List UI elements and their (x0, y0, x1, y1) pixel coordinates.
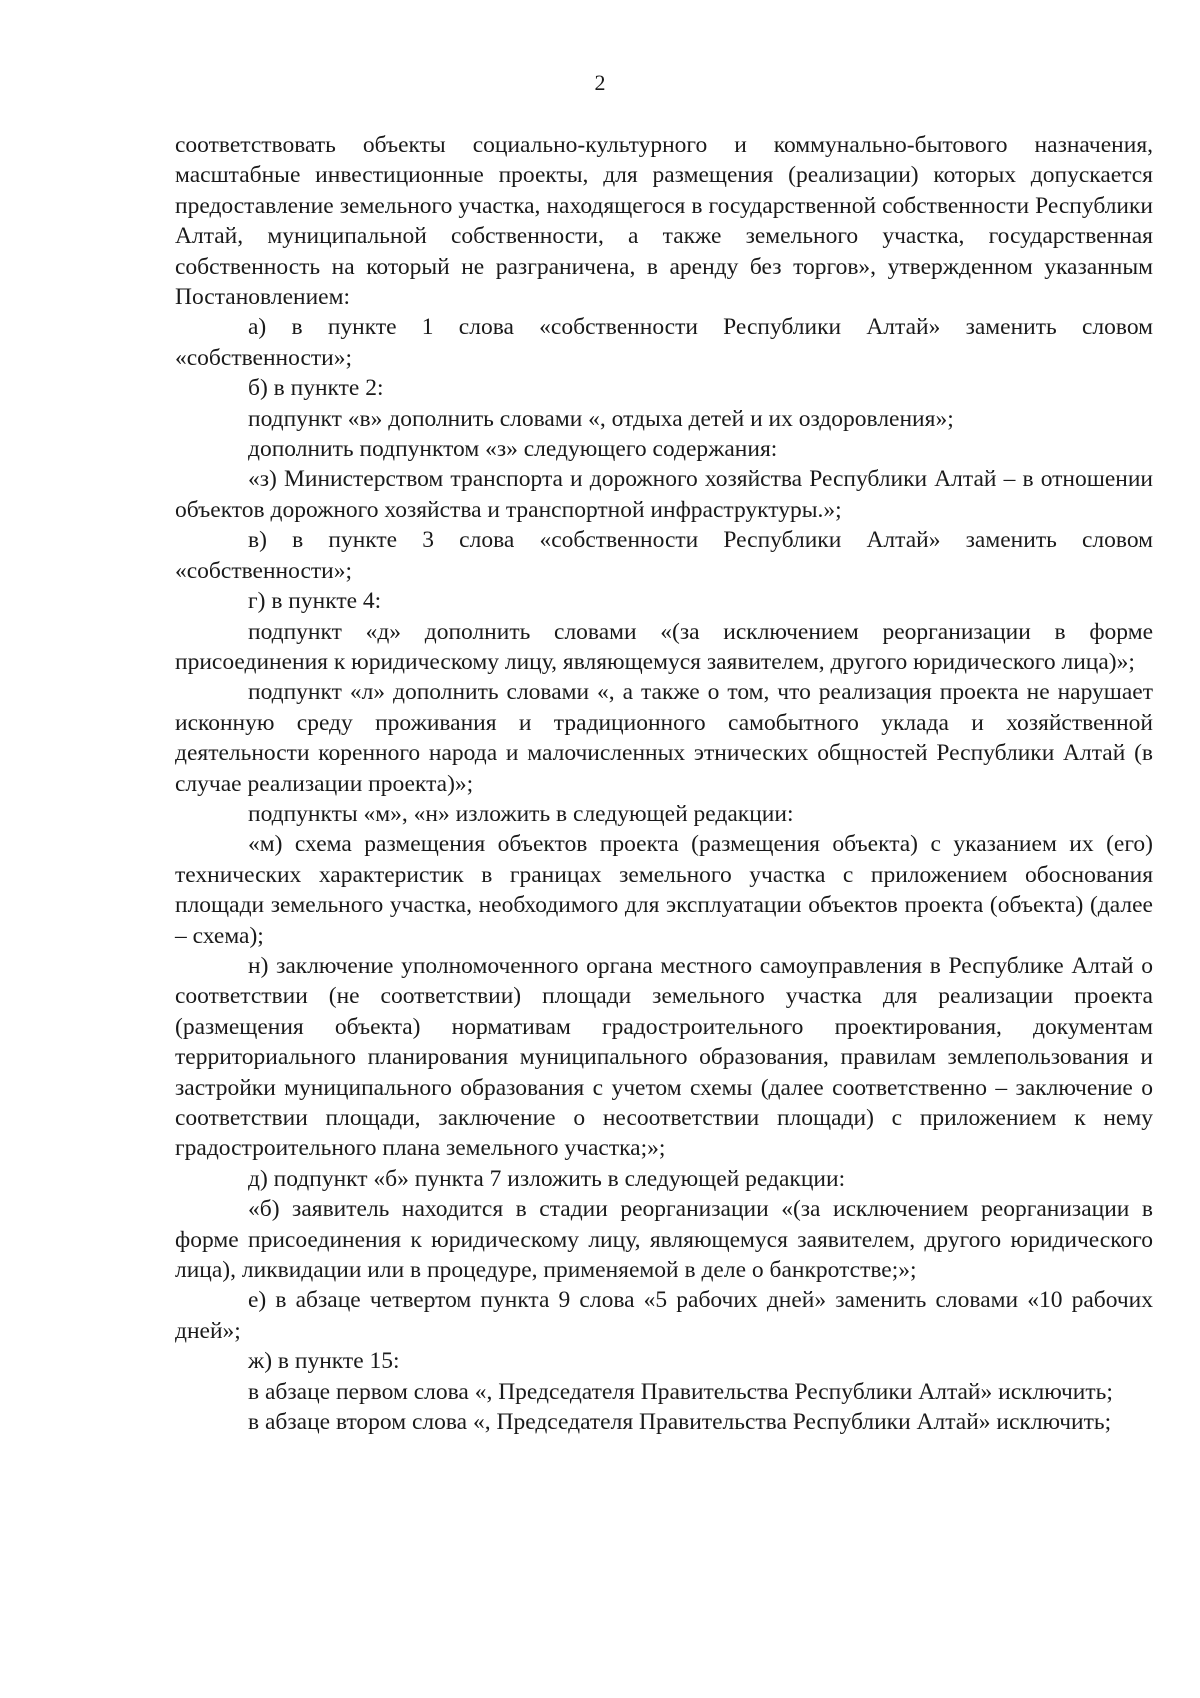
paragraph: г) в пункте 4: (248, 588, 382, 615)
paragraph: в) в пункте 3 слова «собственности Республики Алтай» заменить словом «собственности»; (175, 527, 1153, 584)
paragraph: подпункт «д» дополнить словами «(за исключением реорганизации в форме присоединения к юридическому лицу, являющемуся заявителем, другого юридического лица)»; (175, 618, 1153, 675)
paragraph: а) в пункте 1 слова «собственности Республики Алтай» заменить словом «собственности»; (175, 314, 1153, 371)
paragraph: «м) схема размещения объектов проекта (размещения объекта) с указанием их (его) технических характеристик в границах земельного участка с приложением обоснования площади земельного участка, необходимого для эксплуатации объектов проекта (объекта) (далее – схема); (175, 831, 1153, 949)
paragraph: дополнить подпунктом «з» следующего содержания: (248, 436, 778, 463)
paragraph: е) в абзаце четвертом пункта 9 слова «5 рабочих дней» заменить словами «10 рабочих дней»; (175, 1287, 1153, 1344)
page-number: 2 (594, 70, 606, 95)
paragraph: «б) заявитель находится в стадии реорганизации «(за исключением реорганизации в форме присоединения к юридическому лицу, являющемуся заявителем, другого юридического лица), ликвидации или в процедуре, применяемой в деле о банкротстве;»; (175, 1196, 1153, 1284)
paragraph: подпункты «м», «н» изложить в следующей редакции: (248, 800, 794, 827)
document-body (175, 130, 1153, 1437)
paragraph: в абзаце первом слова «, Председателя Правительства Республики Алтай» исключить; (248, 1378, 1113, 1405)
paragraph: б) в пункте 2: (248, 375, 384, 402)
paragraph: н) заключение уполномоченного органа местного самоуправления в Республике Алтай о соответствии (не соответствии) площади земельного участка для реализации проекта (размещения объекта) нормативам градостроительного проектирования, документам территориального планирования муниципального образования, правилам землепользования и застройки муниципального образования с учетом схемы (далее соответственно – заключение о соответствии площади, заключение о несоответствии площади) с приложением к нему градостроительного плана земельного участка;»; (175, 952, 1153, 1162)
paragraph: подпункт «л» дополнить словами «, а также о том, что реализация проекта не нарушает исконную среду проживания и традиционного самобытного уклада и хозяйственной деятельности коренного народа и малочисленных этнических общностей Республики Алтай (в случае реализации проекта)»; (175, 679, 1153, 797)
paragraph: в абзаце втором слова «, Председателя Правительства Республики Алтай» исключить; (248, 1409, 1112, 1436)
paragraph: ж) в пункте 15: (248, 1348, 400, 1375)
paragraph: д) подпункт «б» пункта 7 изложить в следующей редакции: (248, 1165, 846, 1192)
paragraph: «з) Министерством транспорта и дорожного хозяйства Республики Алтай – в отношении объектов дорожного хозяйства и транспортной инфраструктуры.»; (175, 466, 1153, 523)
paragraph: соответствовать объекты социально-культурного и коммунально-бытового назначения, масштабные инвестиционные проекты, для размещения (реализации) которых допускается предоставление земельного участка, находящегося в государственной собственности Республики Алтай, муниципальной собственности, а также земельного участка, государственная собственность на который не разграничена, в аренду без торгов», утвержденном указанным Постановлением: (175, 132, 1153, 311)
paragraph: подпункт «в» дополнить словами «, отдыха детей и их оздоровления»; (248, 405, 954, 432)
